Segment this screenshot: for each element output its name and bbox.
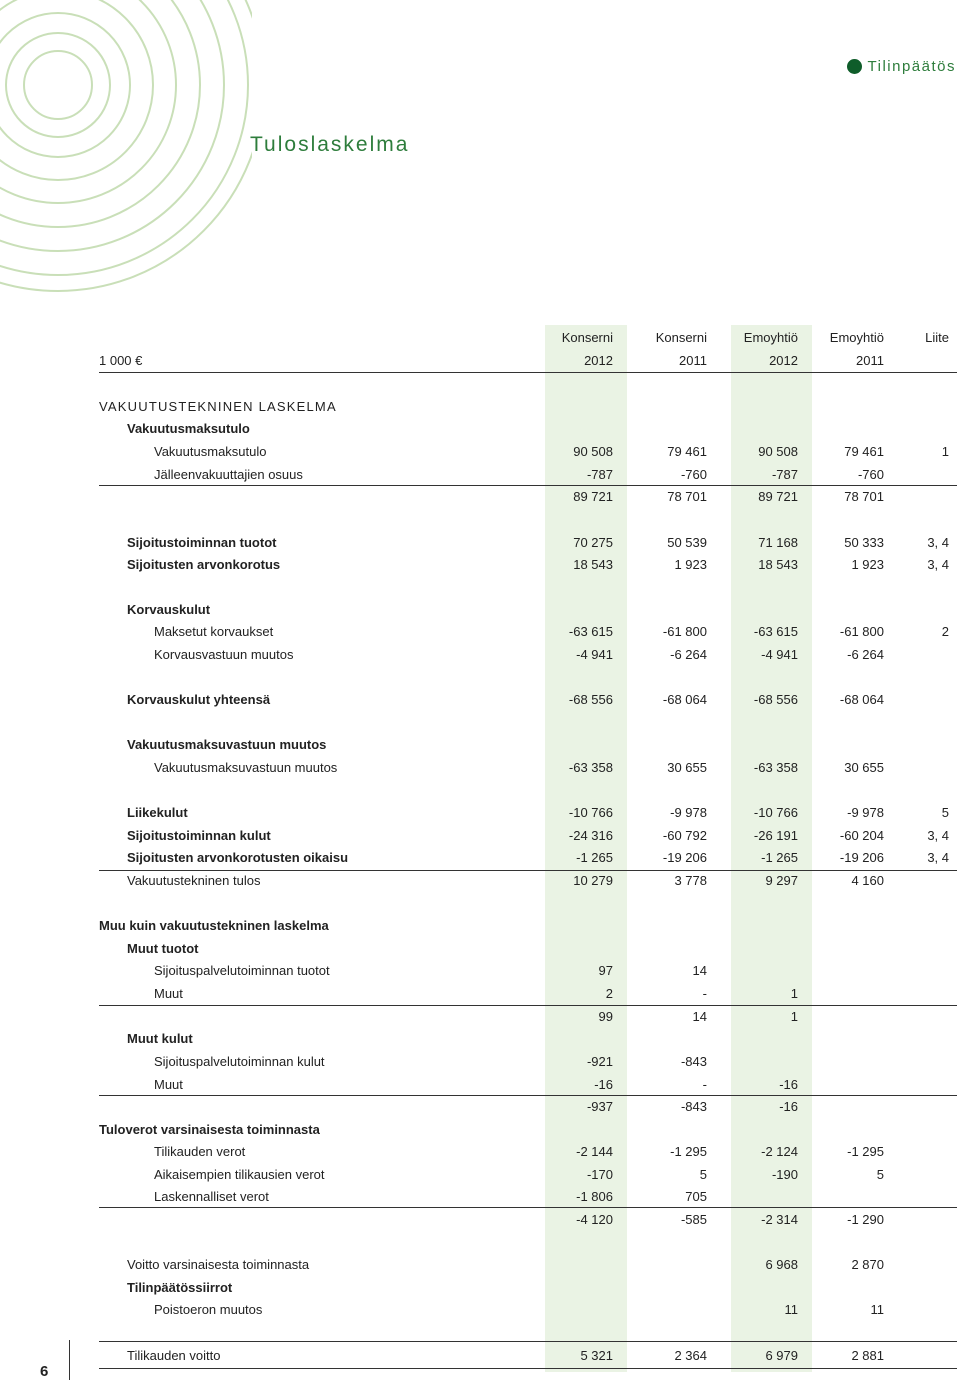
- cell-konserni-2011: -585: [680, 1212, 707, 1227]
- table-row: [99, 418, 956, 440]
- cell-emoyhtio-2012: 1: [790, 986, 798, 1001]
- concentric-arcs-decoration: [0, 0, 252, 300]
- header-liite: Liite: [925, 330, 949, 345]
- cell-emoyhtio-2012: 18 543: [758, 557, 798, 572]
- cell-konserni-2011: -9 978: [670, 805, 707, 820]
- cell-liite: 3, 4: [927, 535, 949, 550]
- cell-konserni-2011: 78 701: [667, 489, 707, 504]
- year-emoyhtio-2012: 2012: [769, 353, 798, 368]
- cell-konserni-2012: -787: [586, 467, 613, 482]
- cell-konserni-2011: -68 064: [662, 692, 707, 707]
- cell-emoyhtio-2011: 11: [870, 1302, 884, 1317]
- cell-emoyhtio-2011: 79 461: [844, 444, 884, 459]
- divider: [99, 870, 957, 871]
- cell-konserni-2012: -937: [586, 1099, 613, 1114]
- cell-emoyhtio-2011: -61 800: [839, 624, 884, 639]
- cell-konserni-2011: -843: [680, 1054, 707, 1069]
- table-row: [99, 486, 956, 508]
- table-row: [99, 915, 956, 937]
- table-row: [99, 1345, 956, 1367]
- cell-konserni-2011: 705: [685, 1189, 707, 1204]
- cell-konserni-2012: 99: [598, 1009, 613, 1024]
- cell-konserni-2012: 18 543: [573, 557, 613, 572]
- cell-konserni-2011: -6 264: [670, 647, 707, 662]
- cell-emoyhtio-2012: -26 191: [753, 828, 798, 843]
- header-divider: [99, 372, 957, 373]
- cell-liite: 1: [941, 444, 949, 459]
- cell-konserni-2011: -61 800: [662, 624, 707, 639]
- table-row: [99, 1164, 956, 1186]
- cell-emoyhtio-2011: 2 881: [851, 1348, 884, 1363]
- cell-emoyhtio-2012: -190: [771, 1167, 798, 1182]
- table-row: [99, 1209, 956, 1231]
- cell-konserni-2011: 3 778: [674, 873, 707, 888]
- cell-konserni-2012: -4 941: [576, 647, 613, 662]
- page-title: Tuloslaskelma: [250, 133, 410, 156]
- section-dot-icon: [847, 59, 862, 74]
- table-row: [99, 1028, 956, 1050]
- cell-konserni-2012: 97: [598, 963, 613, 978]
- cell-emoyhtio-2012: -10 766: [753, 805, 798, 820]
- cell-konserni-2012: -921: [586, 1054, 613, 1069]
- cell-konserni-2012: -170: [586, 1167, 613, 1182]
- year-konserni-2012: 2012: [584, 353, 613, 368]
- row-label: Tilikauden verot: [154, 1144, 246, 1159]
- cell-konserni-2012: -63 615: [568, 624, 613, 639]
- row-label: Tuloverot varsinaisesta toiminnasta: [99, 1122, 320, 1137]
- divider: [99, 1368, 957, 1369]
- table-row: [99, 1299, 956, 1321]
- cell-emoyhtio-2011: 30 655: [844, 760, 884, 775]
- cell-konserni-2012: -4 120: [576, 1212, 613, 1227]
- row-label: Aikaisempien tilikausien verot: [154, 1167, 325, 1182]
- cell-emoyhtio-2012: -2 124: [761, 1144, 798, 1159]
- table-row: [99, 1141, 956, 1163]
- cell-konserni-2011: 30 655: [667, 760, 707, 775]
- cell-emoyhtio-2011: -1 290: [847, 1212, 884, 1227]
- divider: [99, 1005, 957, 1006]
- row-label: Poistoeron muutos: [154, 1302, 263, 1317]
- cell-emoyhtio-2012: -68 556: [753, 692, 798, 707]
- cell-konserni-2012: 10 279: [573, 873, 613, 888]
- cell-konserni-2012: -10 766: [568, 805, 613, 820]
- cell-emoyhtio-2012: 6 968: [765, 1257, 798, 1272]
- year-konserni-2011: 2011: [679, 353, 707, 368]
- cell-emoyhtio-2011: 2 870: [851, 1257, 884, 1272]
- cell-liite: 3, 4: [927, 828, 949, 843]
- cell-liite: 3, 4: [927, 850, 949, 865]
- cell-konserni-2011: 1 923: [674, 557, 707, 572]
- row-label: Liikekulut: [127, 805, 188, 820]
- header-konserni-2011: Konserni: [655, 330, 707, 345]
- table-row: [99, 983, 956, 1005]
- row-label: Voitto varsinaisesta toiminnasta: [127, 1257, 310, 1272]
- cell-emoyhtio-2012: 9 297: [765, 873, 798, 888]
- table-row: [99, 1096, 956, 1118]
- cell-emoyhtio-2011: -1 295: [847, 1144, 884, 1159]
- cell-emoyhtio-2011: 4 160: [851, 873, 884, 888]
- row-label: Sijoitustoiminnan tuotot: [127, 535, 277, 550]
- cell-emoyhtio-2012: 6 979: [765, 1348, 798, 1363]
- cell-emoyhtio-2011: -760: [857, 467, 884, 482]
- cell-konserni-2012: 5 321: [580, 1348, 613, 1363]
- header-emoyhtio-2012: Emoyhtiö: [743, 330, 798, 345]
- cell-emoyhtio-2012: -16: [779, 1077, 798, 1092]
- cell-emoyhtio-2012: -16: [779, 1099, 798, 1114]
- cell-emoyhtio-2012: -63 615: [753, 624, 798, 639]
- table-row: [99, 1074, 956, 1096]
- table-row: [99, 734, 956, 756]
- table-row: [99, 938, 956, 960]
- table-row: [99, 396, 956, 418]
- cell-konserni-2012: 90 508: [573, 444, 613, 459]
- table-row: [99, 870, 956, 892]
- header-konserni-2012: Konserni: [561, 330, 613, 345]
- row-label: Sijoitusten arvonkorotus: [127, 557, 281, 572]
- cell-emoyhtio-2012: -787: [771, 467, 798, 482]
- table-row: [99, 802, 956, 824]
- cell-konserni-2012: -63 358: [568, 760, 613, 775]
- cell-konserni-2011: -: [702, 1077, 707, 1092]
- page-number: 6: [40, 1363, 49, 1380]
- cell-emoyhtio-2012: -63 358: [753, 760, 798, 775]
- row-label: Korvauskulut yhteensä: [127, 692, 271, 707]
- cell-konserni-2011: -: [702, 986, 707, 1001]
- cell-liite: 2: [941, 624, 949, 639]
- row-label: Vakuutusmaksuvastuun muutos: [154, 760, 338, 775]
- cell-emoyhtio-2011: 50 333: [844, 535, 884, 550]
- table-row: [99, 599, 956, 621]
- row-label: Vakuutustekninen tulos: [127, 873, 261, 888]
- table-row: [99, 441, 956, 463]
- cell-konserni-2011: -760: [680, 467, 707, 482]
- divider: [99, 1207, 957, 1208]
- row-label: Sijoitusten arvonkorotusten oikaisu: [127, 850, 349, 865]
- cell-konserni-2012: -68 556: [568, 692, 613, 707]
- table-row: [99, 1277, 956, 1299]
- cell-emoyhtio-2012: 90 508: [758, 444, 798, 459]
- cell-emoyhtio-2011: -9 978: [847, 805, 884, 820]
- cell-konserni-2011: -60 792: [662, 828, 707, 843]
- cell-emoyhtio-2012: 1: [790, 1009, 798, 1024]
- row-label: Muut: [154, 986, 183, 1001]
- cell-emoyhtio-2011: -68 064: [839, 692, 884, 707]
- header-row-years: [99, 350, 956, 372]
- divider: [99, 1341, 957, 1342]
- cell-emoyhtio-2012: -2 314: [761, 1212, 798, 1227]
- row-label: Muut kulut: [127, 1031, 193, 1046]
- row-label: Tilikauden voitto: [127, 1348, 221, 1363]
- table-row: [99, 1051, 956, 1073]
- header-row-entities: [99, 327, 956, 349]
- cell-konserni-2011: -19 206: [662, 850, 707, 865]
- row-label: Laskennalliset verot: [154, 1189, 269, 1204]
- row-label: Maksetut korvaukset: [154, 624, 274, 639]
- cell-emoyhtio-2012: -4 941: [761, 647, 798, 662]
- cell-emoyhtio-2011: -19 206: [839, 850, 884, 865]
- cell-liite: 5: [941, 805, 949, 820]
- table-row: [99, 1119, 956, 1141]
- cell-konserni-2011: 14: [692, 963, 707, 978]
- cell-emoyhtio-2012: 71 168: [758, 535, 798, 550]
- table-row: [99, 960, 956, 982]
- row-label: Korvausvastuun muutos: [154, 647, 294, 662]
- row-label: VAKUUTUSTEKNINEN LASKELMA: [99, 399, 337, 414]
- cell-konserni-2012: -1 265: [576, 850, 613, 865]
- table-row: [99, 757, 956, 779]
- row-label: Sijoituspalvelutoiminnan kulut: [154, 1054, 325, 1069]
- row-label: Vakuutusmaksutulo: [127, 421, 250, 436]
- table-row: [99, 532, 956, 554]
- cell-konserni-2012: 89 721: [573, 489, 613, 504]
- table-row: [99, 1186, 956, 1208]
- cell-emoyhtio-2011: -6 264: [847, 647, 884, 662]
- table-row: [99, 847, 956, 869]
- cell-emoyhtio-2011: -60 204: [839, 828, 884, 843]
- cell-konserni-2011: 50 539: [667, 535, 707, 550]
- row-label: Jälleenvakuuttajien osuus: [154, 467, 303, 482]
- cell-konserni-2012: -2 144: [576, 1144, 613, 1159]
- table-row: [99, 464, 956, 486]
- table-row: [99, 554, 956, 576]
- section-tag: [847, 58, 956, 75]
- cell-emoyhtio-2012: -1 265: [761, 850, 798, 865]
- table-row: [99, 621, 956, 643]
- table-row: [99, 825, 956, 847]
- page-number-rule: [69, 1340, 70, 1380]
- table-row: [99, 1254, 956, 1276]
- cell-konserni-2011: -843: [680, 1099, 707, 1114]
- row-label: Vakuutusmaksuvastuun muutos: [127, 737, 327, 752]
- cell-emoyhtio-2011: 1 923: [851, 557, 884, 572]
- cell-emoyhtio-2011: 78 701: [844, 489, 884, 504]
- cell-konserni-2012: 2: [605, 986, 613, 1001]
- cell-konserni-2012: -1 806: [576, 1189, 613, 1204]
- cell-konserni-2011: 79 461: [667, 444, 707, 459]
- cell-konserni-2012: -16: [594, 1077, 613, 1092]
- cell-liite: 3, 4: [927, 557, 949, 572]
- row-label: Korvauskulut: [127, 602, 211, 617]
- table-row: [99, 1006, 956, 1028]
- year-emoyhtio-2011: 2011: [856, 353, 884, 368]
- unit-label: 1 000 €: [99, 353, 143, 368]
- table-row: [99, 689, 956, 711]
- divider: [99, 485, 957, 486]
- section-label: Tilinpäätös: [867, 58, 956, 75]
- row-label: Tilinpäätössiirrot: [127, 1280, 233, 1295]
- cell-emoyhtio-2011: 5: [876, 1167, 884, 1182]
- cell-konserni-2011: 5: [699, 1167, 707, 1182]
- cell-konserni-2011: -1 295: [670, 1144, 707, 1159]
- header-emoyhtio-2011: Emoyhtiö: [829, 330, 884, 345]
- cell-konserni-2012: -24 316: [568, 828, 613, 843]
- cell-konserni-2011: 2 364: [674, 1348, 707, 1363]
- row-label: Muut tuotot: [127, 941, 199, 956]
- row-label: Muu kuin vakuutustekninen laskelma: [99, 918, 329, 933]
- table-row: [99, 644, 956, 666]
- row-label: Muut: [154, 1077, 183, 1092]
- cell-emoyhtio-2012: 11: [784, 1302, 798, 1317]
- row-label: Vakuutusmaksutulo: [154, 444, 267, 459]
- cell-emoyhtio-2012: 89 721: [758, 489, 798, 504]
- divider: [99, 1095, 957, 1096]
- row-label: Sijoitustoiminnan kulut: [127, 828, 271, 843]
- cell-konserni-2011: 14: [692, 1009, 707, 1024]
- cell-konserni-2012: 70 275: [573, 535, 613, 550]
- row-label: Sijoituspalvelutoiminnan tuotot: [154, 963, 330, 978]
